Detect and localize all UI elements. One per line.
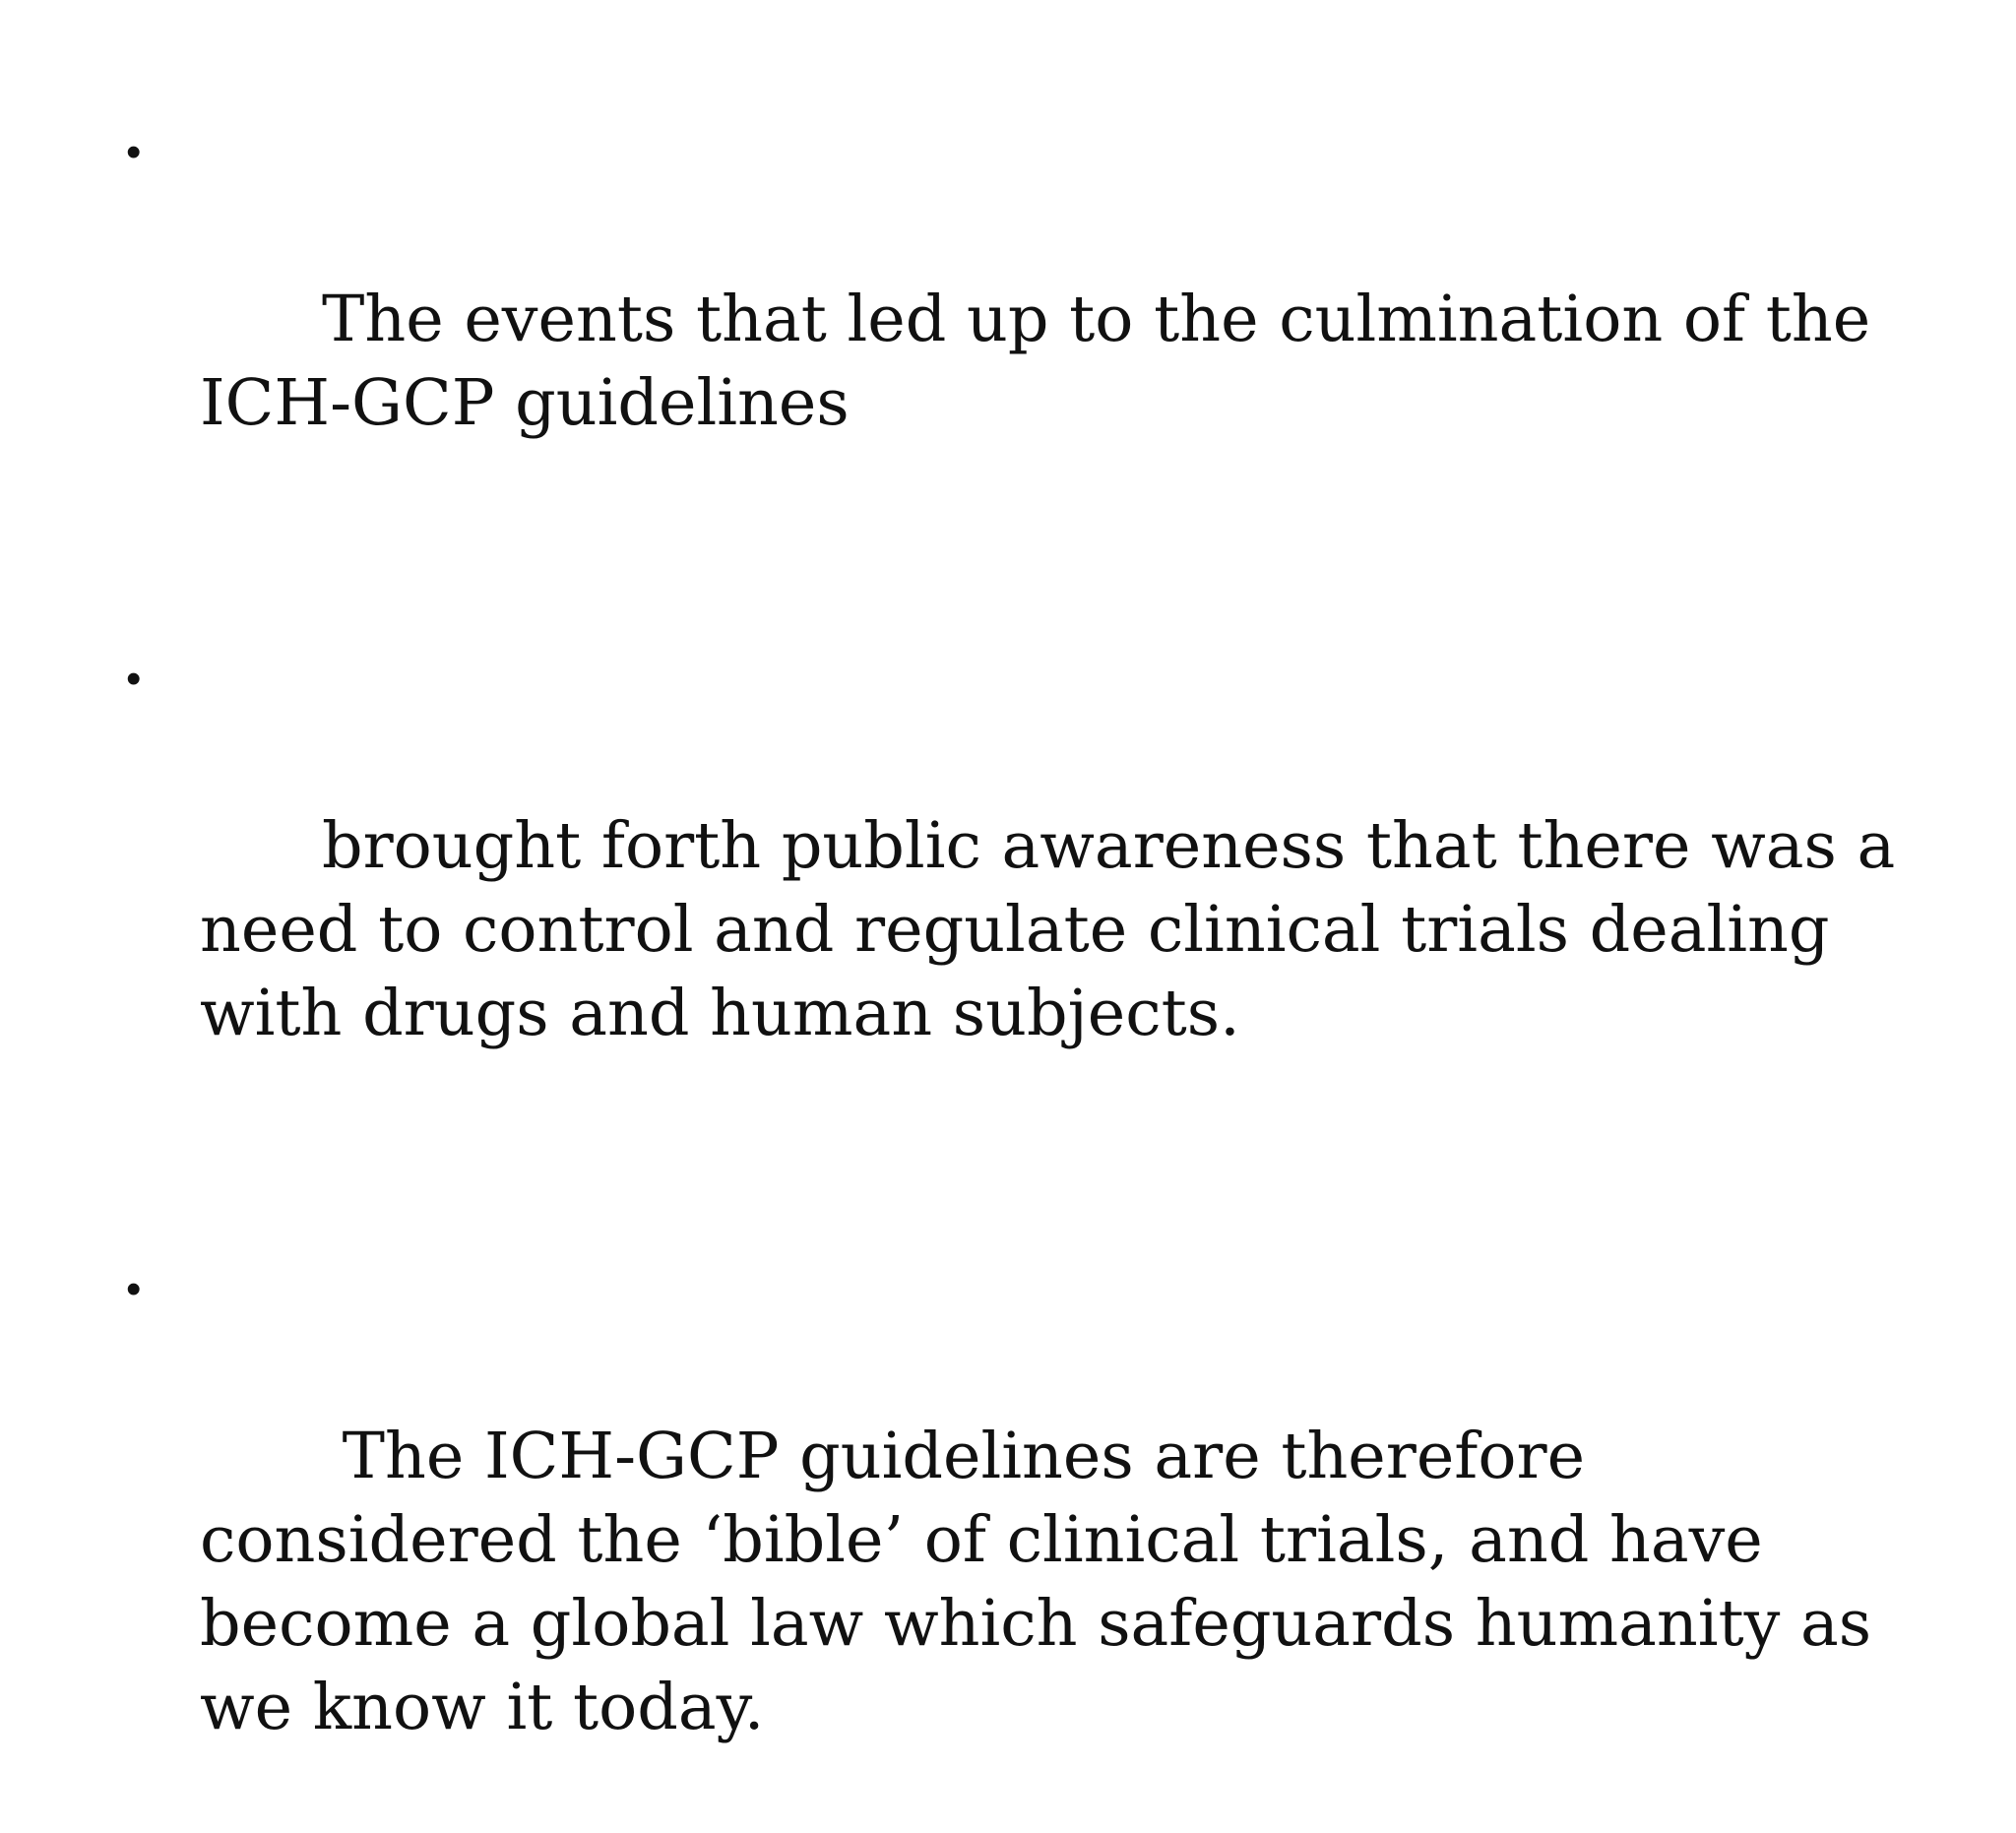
- bullet-item-3: [118, 1247, 1910, 1833]
- bullet-dot-icon: •: [126, 128, 142, 176]
- bullet-item-1: [118, 110, 1910, 529]
- bullet-dot-icon: •: [126, 1265, 142, 1313]
- bullet-list: [118, 110, 1916, 1833]
- bullet-dot-icon: •: [126, 655, 142, 703]
- bullet-text: The ICH-GCP guidelines are therefore considered the ‘bible’ of clinical trials, and have become a global law which safeguards humanity as we know it today.: [200, 1420, 1892, 1744]
- bullet-text: The events that led up to the culmination of the ICH-GCP guidelines: [200, 283, 1891, 440]
- bullet-text: brought forth public awareness that there was a need to control and regulate clinical trials dealing with drugs and human subjects.: [200, 809, 1916, 1050]
- bullet-item-2: [118, 637, 1916, 1139]
